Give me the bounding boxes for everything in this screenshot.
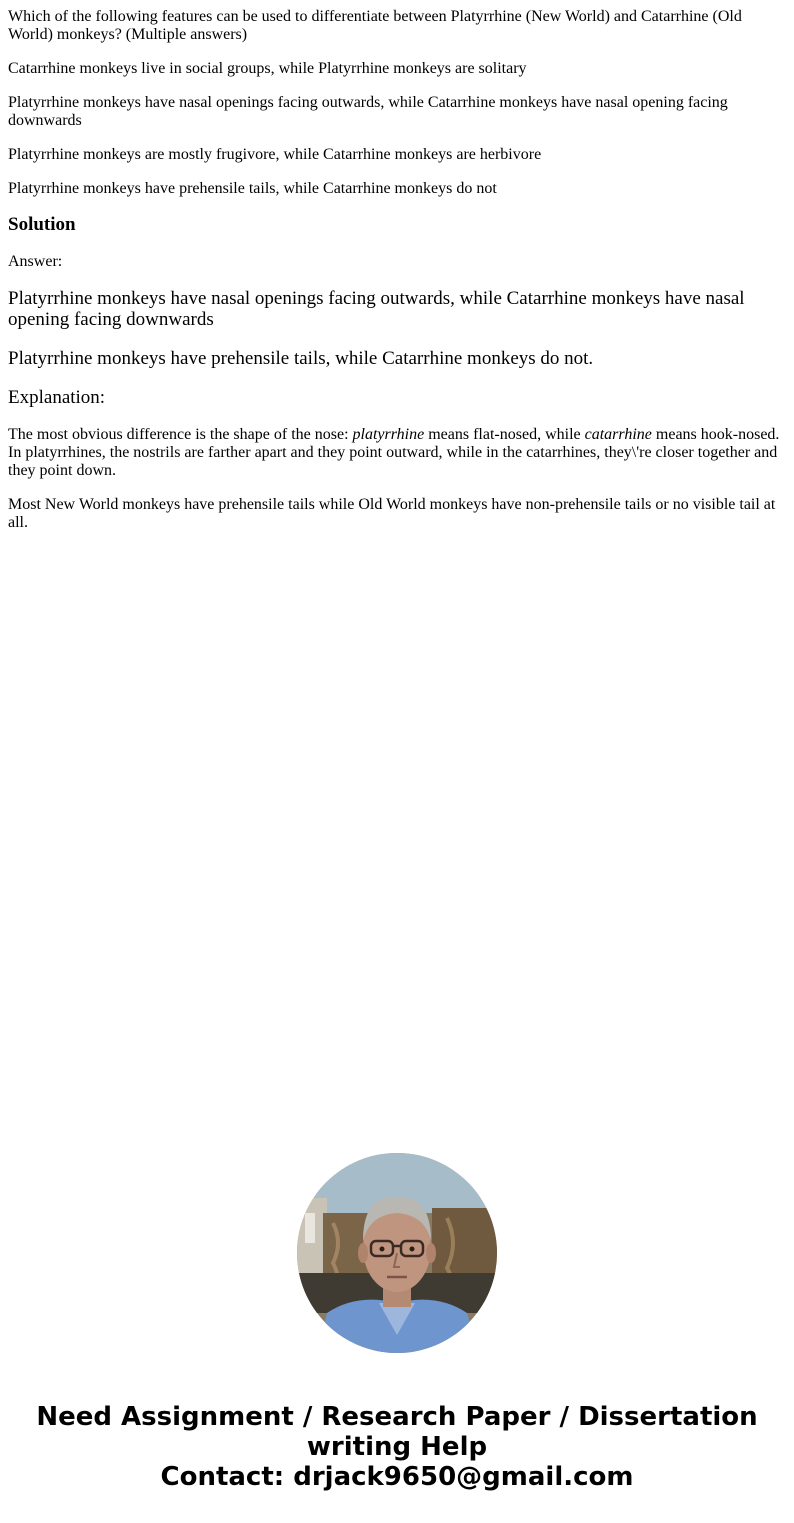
explanation-text: The most obvious difference is the shape of the nose: [8, 426, 353, 443]
person-photo-icon [297, 1153, 497, 1353]
explanation-paragraph [8, 426, 786, 480]
avatar [297, 1153, 497, 1353]
solution-heading: Solution [8, 214, 76, 235]
explanation-text: means hook-nosed. In platyrrhines, the nostrils are farther apart and they point outward, while in the catarrhines, they\'re closer together and they point down. [8, 426, 780, 479]
help-banner [0, 1402, 794, 1492]
correct-answer: Platyrrhine monkeys have nasal openings facing outwards, while Catarrhine monkeys have nasal opening facing downwards [8, 288, 745, 330]
answer-option: Catarrhine monkeys live in social groups, while Platyrrhine monkeys are solitary [8, 60, 527, 77]
explanation-paragraph: Most New World monkeys have prehensile tails while Old World monkeys have non-prehensile tails or no visible tail at all. [8, 496, 776, 531]
answer-option: Platyrrhine monkeys have nasal openings facing outwards, while Catarrhine monkeys have nasal opening facing downwards [8, 94, 728, 129]
answer-option: Platyrrhine monkeys have prehensile tails, while Catarrhine monkeys do not [8, 180, 497, 197]
answer-label: Answer: [8, 253, 63, 270]
explanation-label: Explanation: [8, 387, 106, 408]
banner-line: writing Help [306, 1432, 488, 1462]
term-catarrhine: catarrhine [584, 426, 652, 443]
explanation-text: means flat-nosed, while [424, 426, 585, 443]
banner-line: Need Assignment / Research Paper / Dissertation [36, 1402, 758, 1432]
contact-line: Contact: drjack9650@gmail.com [160, 1462, 634, 1492]
correct-answer: Platyrrhine monkeys have prehensile tails, while Catarrhine monkeys do not. [8, 348, 594, 369]
term-platyrrhine: platyrrhine [352, 426, 425, 443]
question-text: Which of the following features can be used to differentiate between Platyrrhine (New World) and Catarrhine (Old World) monkeys? (Multiple answers) [8, 8, 742, 43]
qa-content [8, 8, 786, 548]
answer-option: Platyrrhine monkeys are mostly frugivore, while Catarrhine monkeys are herbivore [8, 146, 542, 163]
